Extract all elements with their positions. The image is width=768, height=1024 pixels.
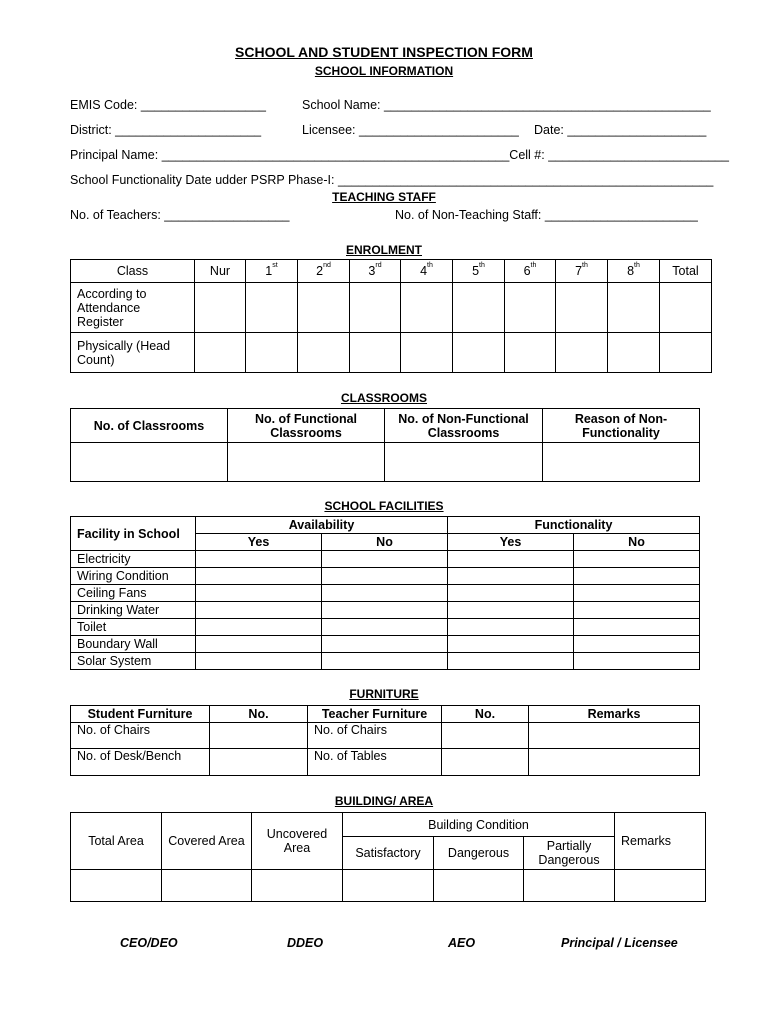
signature-ddeo: DDEO [287, 936, 324, 950]
date-field: Date: ____________________ [534, 123, 707, 137]
building-header-row [71, 813, 706, 837]
furniture-heading: FURNITURE [349, 687, 419, 701]
school-info-heading: SCHOOL INFORMATION [314, 64, 454, 78]
furniture-table [70, 705, 700, 776]
signature-principal-licensee: Principal / Licensee [561, 936, 678, 950]
facility-electricity: Electricity [71, 551, 196, 568]
grade-5-header: 5th [453, 260, 505, 283]
partially-dangerous-header: Partially Dangerous [524, 837, 615, 870]
functionality-date-field: School Functionality Date udder PSRP Phase-I: ______________________________________________________ [70, 173, 714, 187]
teacher-chairs-label: No. of Chairs [308, 723, 442, 749]
availability-no-header: No [322, 534, 448, 551]
table-row [71, 749, 700, 776]
table-row [71, 870, 706, 902]
class-header: Class [71, 260, 195, 283]
total-header: Total [660, 260, 712, 283]
facility-boundary-wall: Boundary Wall [71, 636, 196, 653]
building-remarks-header: Remarks [615, 813, 706, 870]
facilities-header-row [71, 517, 700, 534]
non-functionality-reason-header: Reason of Non-Functionality [543, 409, 700, 443]
table-row [71, 333, 712, 373]
building-table [70, 812, 706, 902]
classrooms-heading: CLASSROOMS [340, 391, 427, 405]
signature-ceo-deo: CEO/DEO [120, 936, 178, 950]
table-row [71, 602, 700, 619]
facility-header: Facility in School [71, 517, 196, 551]
facility-wiring: Wiring Condition [71, 568, 196, 585]
enrolment-heading: ENROLMENT [346, 243, 422, 257]
signature-aeo: AEO [448, 936, 476, 950]
table-row [71, 653, 700, 670]
attendance-register-label: According to Attendance Register [71, 283, 195, 333]
building-condition-header: Building Condition [343, 813, 615, 837]
enrolment-header-row [71, 260, 712, 283]
facilities-table [70, 516, 700, 670]
emis-code-field: EMIS Code: __________________ [70, 98, 266, 112]
covered-area-header: Covered Area [162, 813, 252, 870]
teacher-furniture-header: Teacher Furniture [308, 706, 442, 723]
teacher-no-header: No. [442, 706, 529, 723]
table-row [71, 443, 700, 482]
grade-3-header: 3rd [350, 260, 401, 283]
satisfactory-header: Satisfactory [343, 837, 434, 870]
uncovered-area-header: Uncovered Area [252, 813, 343, 870]
availability-yes-header: Yes [196, 534, 322, 551]
classrooms-header-row [71, 409, 700, 443]
table-row [71, 723, 700, 749]
student-desks-label: No. of Desk/Bench [71, 749, 210, 776]
table-row [71, 636, 700, 653]
principal-name-field: Principal Name: __________________________________________________Cell #: __________________________ [70, 148, 729, 162]
student-furniture-header: Student Furniture [71, 706, 210, 723]
grade-6-header: 6th [505, 260, 556, 283]
licensee-field: Licensee: _______________________ [302, 123, 519, 137]
functional-classrooms-header: No. of Functional Classrooms [228, 409, 385, 443]
grade-7-header: 7th [556, 260, 608, 283]
table-row [71, 283, 712, 333]
availability-header: Availability [196, 517, 448, 534]
facilities-heading: SCHOOL FACILITIES [324, 499, 444, 513]
grade-8-header: 8th [608, 260, 660, 283]
dangerous-header: Dangerous [434, 837, 524, 870]
student-chairs-label: No. of Chairs [71, 723, 210, 749]
building-heading: BUILDING/ AREA [334, 794, 434, 808]
head-count-label: Physically (Head Count) [71, 333, 195, 373]
grade-2-header: 2nd [298, 260, 350, 283]
functionality-no-header: No [574, 534, 700, 551]
furniture-remarks-header: Remarks [529, 706, 700, 723]
enrolment-table [70, 259, 712, 373]
form-title: SCHOOL AND STUDENT INSPECTION FORM [235, 44, 533, 60]
facility-solar-system: Solar System [71, 653, 196, 670]
non-teaching-field: No. of Non-Teaching Staff: ______________________ [395, 208, 698, 222]
teachers-field: No. of Teachers: __________________ [70, 208, 290, 222]
teacher-tables-label: No. of Tables [308, 749, 442, 776]
classrooms-table [70, 408, 700, 482]
total-area-header: Total Area [71, 813, 162, 870]
table-row [71, 551, 700, 568]
grade-1-header: 1st [246, 260, 298, 283]
student-no-header: No. [210, 706, 308, 723]
functionality-header: Functionality [448, 517, 700, 534]
table-row [71, 619, 700, 636]
school-name-field: School Name: _______________________________________________ [302, 98, 711, 112]
table-row [71, 568, 700, 585]
teaching-staff-heading: TEACHING STAFF [332, 190, 436, 204]
nur-header: Nur [195, 260, 246, 283]
functionality-yes-header: Yes [448, 534, 574, 551]
table-row [71, 585, 700, 602]
facility-toilet: Toilet [71, 619, 196, 636]
facility-ceiling-fans: Ceiling Fans [71, 585, 196, 602]
furniture-header-row [71, 706, 700, 723]
classrooms-count-header: No. of Classrooms [71, 409, 228, 443]
district-field: District: _____________________ [70, 123, 262, 137]
grade-4-header: 4th [401, 260, 453, 283]
non-functional-classrooms-header: No. of Non-Functional Classrooms [385, 409, 543, 443]
facility-drinking-water: Drinking Water [71, 602, 196, 619]
